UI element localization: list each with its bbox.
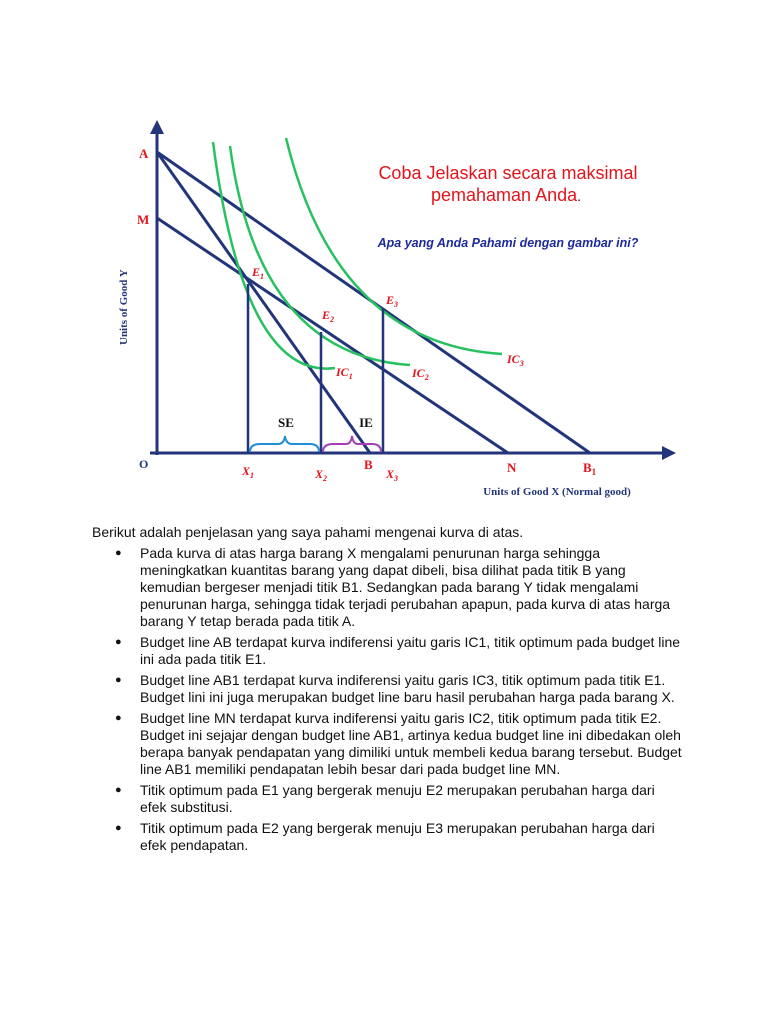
substitution-effect-brace [250, 436, 319, 452]
curve-label-ic3: $IC_3$ [507, 352, 524, 368]
point-label-b1: $B_1$ [583, 460, 597, 477]
explanation-text [92, 524, 682, 858]
curve-label-ic1: $IC_1$ [336, 365, 353, 381]
income-effect-brace [323, 436, 381, 452]
y-axis-label: Units of Good Y [118, 269, 130, 345]
figure-subtitle: Apa yang Anda Pahami dengan gambar ini? [377, 236, 639, 250]
point-label-x2: $X_2$ [315, 467, 328, 483]
bullet-item: ● Budget line MN terdapat kurva indiferensi yaitu garis IC2, titik optimum pada titik E2. Budget ini sejajar dengan budget line AB1, artinya kedua budget line ini dibedakan oleh berapa banyak pendapatan yang dimiliki untuk membeli kedua barang tersebut. Budget line AB1 memiliki pendapatan lebih besar dari pada budget line MN. [92, 710, 682, 778]
bullet-item: ● Pada kurva di atas harga barang X mengalami penurunan harga sehingga meningkatkan kuantitas barang yang dapat dibeli, bisa dilihat pada titik B yang kemudian bergeser menjadi titik B1. Sedangkan pada barang Y tidak mengalami penurunan harga, sehingga tidak terjadi perubahan apapun, pada kurva di atas harga barang Y tetap berada pada titik A. [92, 545, 682, 630]
bullet-item: ● Titik optimum pada E1 yang bergerak menuju E2 merupakan perubahan harga dari efek substitusi. [92, 782, 682, 816]
intro-paragraph: Berikut adalah penjelasan yang saya pahami mengenai kurva di atas. [92, 524, 524, 540]
figure-title-line2: pemahaman Anda. [431, 185, 581, 205]
point-label-e3: $E_3$ [386, 293, 399, 309]
x-axis-arrow [662, 446, 676, 460]
point-label-n: N [507, 460, 517, 475]
curve-label-ic2: $IC_2$ [412, 366, 429, 382]
point-label-o: O [139, 457, 149, 471]
point-label-x1: $X_1$ [242, 464, 255, 480]
brace-label-se: SE [278, 415, 294, 430]
figure-title-line1: Coba Jelaskan secara maksimal [378, 163, 638, 183]
y-axis-arrow [150, 120, 164, 134]
bullet-item: ● Titik optimum pada E2 yang bergerak menuju E3 merupakan perubahan harga dari efek pendapatan. [92, 820, 682, 854]
x-axis-label: Units of Good X (Normal good) [483, 486, 631, 498]
budget-line-AB [157, 152, 370, 453]
point-label-e1: $E_1$ [252, 265, 265, 281]
bullet-list [92, 545, 682, 854]
point-label-a: A [139, 146, 149, 161]
bullet-item: ● Budget line AB terdapat kurva indiferensi yaitu garis IC1, titik optimum pada budget line ini ada pada titik E1. [92, 634, 682, 668]
point-label-e2: $E_2$ [322, 308, 335, 324]
point-label-b: B [364, 457, 373, 472]
bullet-item: ● Budget line AB1 terdapat kurva indiferensi yaitu garis IC3, titik optimum pada titik E1. Budget lini ini juga merupakan budget line baru hasil perubahan harga pada barang X. [92, 672, 682, 706]
point-label-x3: $X_3$ [386, 467, 399, 483]
point-label-m: M [137, 212, 150, 227]
brace-label-ie: IE [359, 415, 373, 430]
